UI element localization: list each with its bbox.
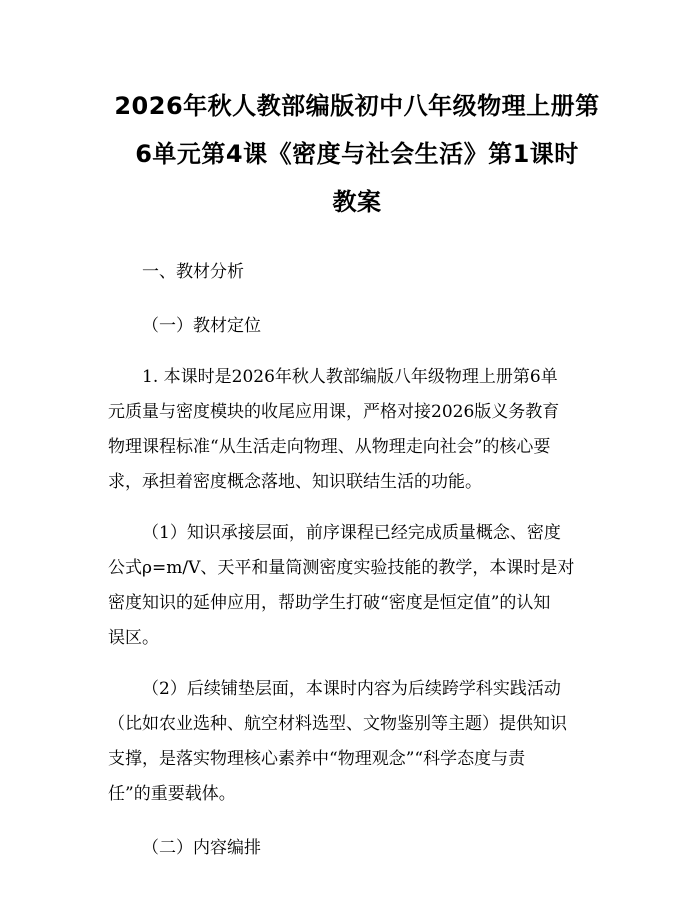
paragraph-line: 密度知识的延伸应用，帮助学生打破“密度是恒定值”的认知 bbox=[108, 593, 551, 613]
paragraph-line: 物理课程标准“从生活走向物理、从物理走向社会”的核心要 bbox=[108, 437, 551, 457]
title-line-3: 教案 bbox=[332, 188, 382, 216]
paragraph-line: （1）知识承接层面，前序课程已经完成质量概念、密度 bbox=[142, 523, 561, 543]
document-title bbox=[108, 0, 606, 226]
title-line-2: 6单元第4课《密度与社会生活》第1课时 bbox=[135, 140, 579, 168]
paragraph-line: （2）后续铺垫层面，本课时内容为后续跨学科实践活动 bbox=[142, 679, 561, 699]
subsection-heading-textbook-position: （一）教材定位 bbox=[142, 316, 261, 336]
paragraph-line: 求，承担着密度概念落地、知识联结生活的功能。 bbox=[108, 472, 482, 492]
paragraph-course-position bbox=[108, 360, 606, 500]
paragraph-line: 支撑，是落实物理核心素养中“物理观念”“科学态度与责 bbox=[108, 749, 526, 769]
paragraph-line: 元质量与密度模块的收尾应用课，严格对接2026版义务教育 bbox=[108, 402, 560, 422]
paragraph-line: （比如农业选种、航空材料选型、文物鉴别等主题）提供知识 bbox=[108, 714, 567, 734]
paragraph-line: 1. 本课时是2026年秋人教部编版八年级物理上册第6单 bbox=[142, 367, 558, 387]
section-heading-textbook-analysis: 一、教材分析 bbox=[142, 262, 244, 282]
paragraph-line: 任”的重要载体。 bbox=[108, 784, 236, 804]
paragraph-follow-up-foundation bbox=[108, 672, 606, 812]
subsection-heading-content-arrangement: （二）内容编排 bbox=[142, 838, 261, 858]
paragraph-knowledge-inheritance bbox=[108, 516, 606, 656]
title-line-1: 2026年秋人教部编版初中八年级物理上册第 bbox=[114, 92, 600, 120]
paragraph-line: 公式ρ=m/V、天平和量筒测密度实验技能的教学，本课时是对 bbox=[108, 558, 575, 578]
paragraph-line: 误区。 bbox=[108, 628, 159, 648]
